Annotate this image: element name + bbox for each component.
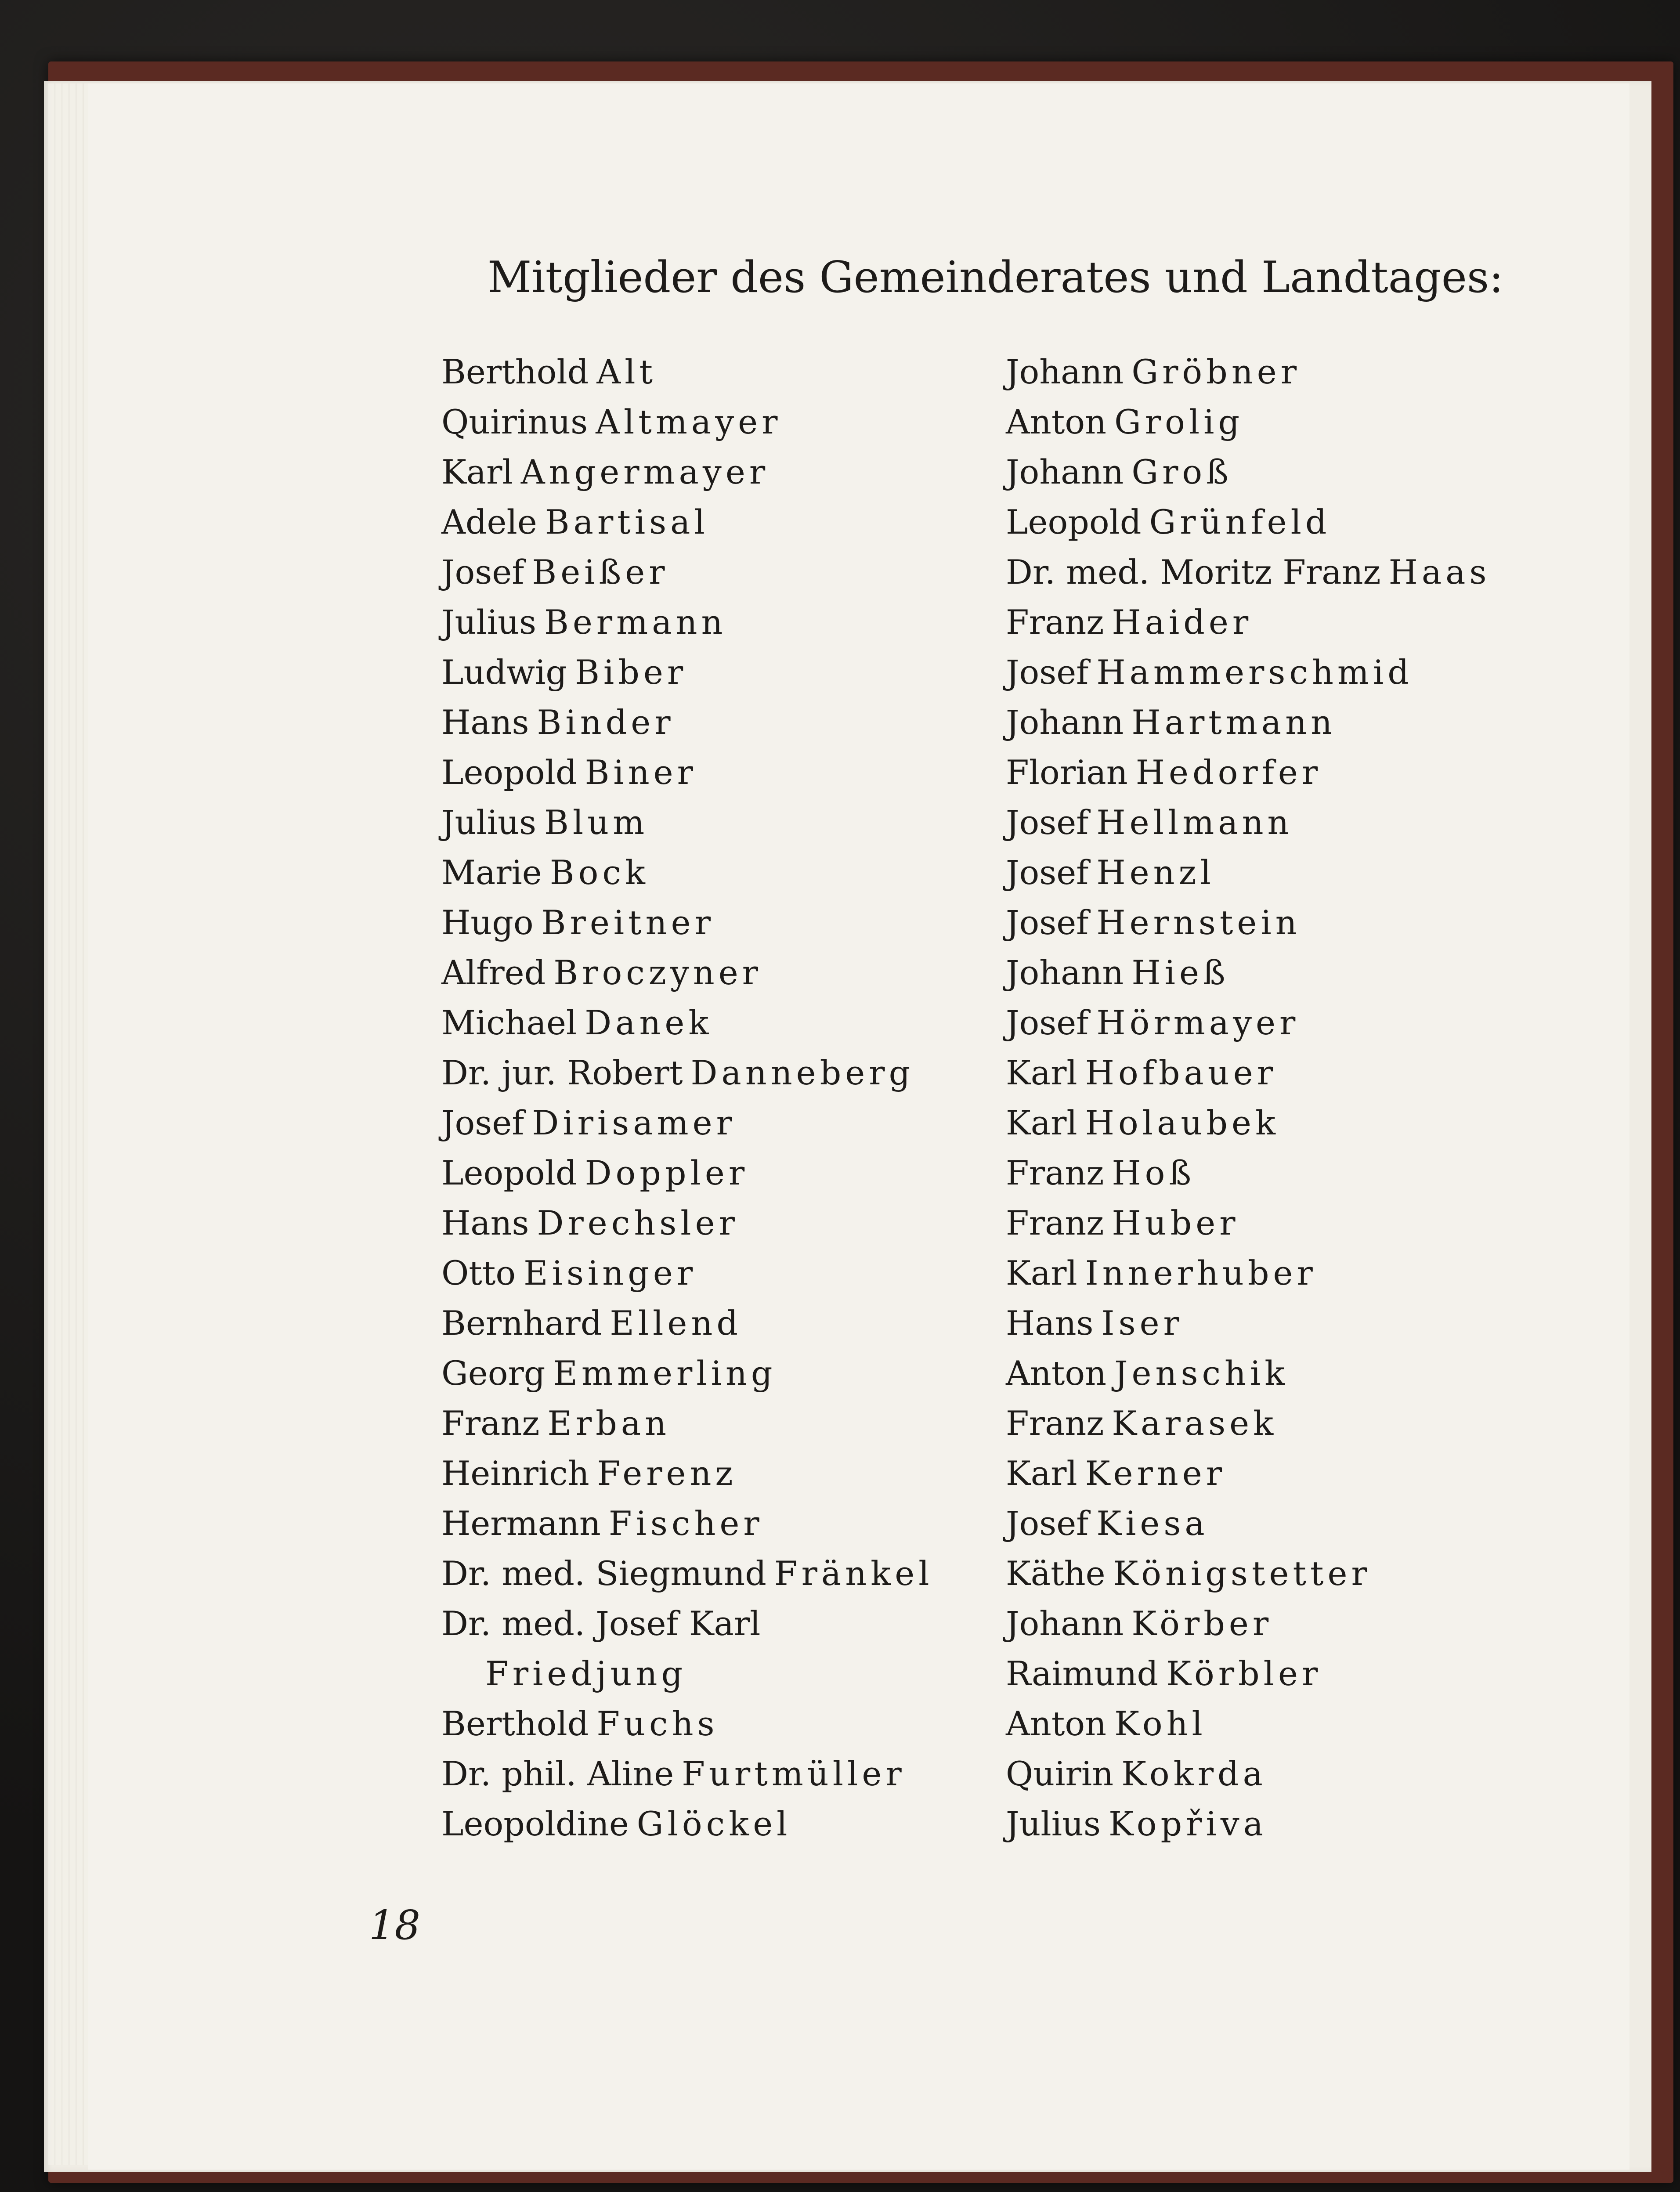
name-entry-continuation [441, 1649, 990, 1699]
given-name: Anton [1006, 402, 1107, 441]
surname: Bock [549, 853, 649, 892]
surname: Glöckel [636, 1804, 791, 1843]
surname: Königstetter [1113, 1554, 1371, 1593]
name-entry [1006, 547, 1586, 597]
surname: Kiesa [1096, 1504, 1209, 1543]
surname: Hellmann [1096, 803, 1293, 842]
given-name: Raimund [1006, 1654, 1159, 1693]
given-name: Florian [1006, 753, 1128, 792]
surname: Eisinger [524, 1253, 697, 1293]
surname: Erban [547, 1404, 671, 1443]
given-name: Julius [441, 603, 536, 642]
surname: Emmerling [553, 1354, 777, 1393]
page-title: Mitglieder des Gemeinderates und Landtages: [488, 253, 1504, 303]
surname: Altmayer [596, 402, 782, 441]
surname: Biber [575, 653, 687, 692]
name-entry [441, 1599, 990, 1649]
name-entry [441, 1148, 990, 1198]
surname: Doppler [585, 1153, 749, 1192]
surname: Biner [585, 753, 697, 792]
given-name: Franz [1006, 1153, 1104, 1192]
given-name: Ludwig [441, 653, 567, 692]
name-entry [1006, 1248, 1586, 1298]
surname: Henzl [1096, 853, 1215, 892]
given-name: Karl [1006, 1053, 1077, 1092]
surname: Alt [596, 352, 657, 391]
surname: Danek [585, 1003, 713, 1042]
given-name: Josef [1006, 653, 1089, 692]
name-entry [1006, 1398, 1586, 1448]
name-entry [441, 748, 990, 798]
name-entry [1006, 1448, 1586, 1499]
name-entry [1006, 998, 1586, 1048]
name-entry [1006, 848, 1586, 898]
name-entry [441, 1549, 990, 1599]
name-entry [441, 1198, 990, 1248]
surname: Blum [544, 803, 649, 842]
name-entry [441, 1098, 990, 1148]
name-entry [1006, 1098, 1586, 1148]
surname: Hernstein [1096, 903, 1301, 942]
name-entry [1006, 798, 1586, 848]
surname: Dirisamer [532, 1103, 736, 1142]
name-entry [441, 948, 990, 998]
given-name: Georg [441, 1354, 546, 1393]
surname: Kerner [1085, 1454, 1226, 1493]
given-name: Leopold [441, 753, 577, 792]
given-name: Josef [1006, 1504, 1089, 1543]
given-name: Franz [1006, 1404, 1104, 1443]
surname: Ellend [610, 1304, 742, 1343]
surname: Iser [1101, 1304, 1183, 1343]
surname: Körber [1131, 1604, 1273, 1643]
given-name: Dr. med. Siegmund [441, 1554, 766, 1593]
given-name: Johann [1006, 1604, 1124, 1643]
given-name: Hans [441, 1203, 529, 1242]
surname: Hartmann [1131, 703, 1337, 742]
name-entry [441, 347, 990, 397]
surname: Bartisal [545, 502, 709, 542]
given-name: Quirinus [441, 402, 588, 441]
given-name: Quirin [1006, 1754, 1114, 1793]
name-entry [441, 798, 990, 848]
surname: Beißer [532, 553, 669, 592]
given-name: Johann [1006, 352, 1124, 391]
surname: Angermayer [520, 452, 770, 491]
name-entry [1006, 1599, 1586, 1649]
given-name: Hans [441, 703, 529, 742]
name-entry [441, 1298, 990, 1348]
given-name: Karl [1006, 1103, 1077, 1142]
name-entry [1006, 1699, 1586, 1749]
given-name: Hans [1006, 1304, 1094, 1343]
surname: Furtmüller [682, 1754, 906, 1793]
name-entry [1006, 1348, 1586, 1398]
surname: Grünfeld [1149, 502, 1331, 542]
given-name: Josef [441, 553, 524, 592]
name-entry [1006, 697, 1586, 748]
name-entry [1006, 1048, 1586, 1098]
surname: Huber [1112, 1203, 1239, 1242]
given-name: Johann [1006, 703, 1124, 742]
surname: Groß [1131, 452, 1232, 491]
surname: Hieß [1131, 953, 1229, 992]
name-entry [1006, 1499, 1586, 1549]
name-entry [441, 998, 990, 1048]
given-name: Josef [1006, 1003, 1089, 1042]
given-name: Karl [1006, 1253, 1077, 1293]
surname: Kopřiva [1108, 1804, 1268, 1843]
name-entry [441, 1348, 990, 1398]
surname: Hörmayer [1096, 1003, 1300, 1042]
given-name: Johann [1006, 953, 1124, 992]
surname: Hoß [1112, 1153, 1196, 1192]
name-entry [1006, 1148, 1586, 1198]
surname: Holaubek [1085, 1103, 1280, 1142]
surname: Fränkel [774, 1554, 933, 1593]
surname: Innerhuber [1085, 1253, 1317, 1293]
name-entry [441, 397, 990, 447]
given-name: Karl [441, 452, 513, 491]
surname: Fuchs [596, 1704, 719, 1743]
given-name: Franz [1006, 603, 1104, 642]
name-entry [441, 1499, 990, 1549]
given-name: Marie [441, 853, 542, 892]
given-name: Julius [441, 803, 536, 842]
surname: Danneberg [690, 1053, 914, 1092]
given-name: Franz [1006, 1203, 1104, 1242]
page-number: 18 [369, 1902, 421, 1949]
name-entry [1006, 447, 1586, 497]
surname: Grolig [1114, 402, 1244, 441]
given-name: Johann [1006, 452, 1124, 491]
name-entry [441, 1398, 990, 1448]
given-name: Dr. med. Moritz Franz [1006, 553, 1381, 592]
name-entry [1006, 347, 1586, 397]
name-entry [441, 1699, 990, 1749]
given-name: Dr. med. Josef Karl [441, 1604, 761, 1643]
surname: Binder [537, 703, 675, 742]
name-entry [1006, 948, 1586, 998]
given-name: Anton [1006, 1354, 1107, 1393]
name-entry [441, 547, 990, 597]
given-name: Bernhard [441, 1304, 602, 1343]
name-entry [441, 647, 990, 697]
given-name: Hermann [441, 1504, 601, 1543]
name-entry [441, 697, 990, 748]
given-name: Anton [1006, 1704, 1107, 1743]
name-entry [441, 1448, 990, 1499]
name-entry [441, 1749, 990, 1799]
surname: Hedorfer [1135, 753, 1322, 792]
given-name: Karl [1006, 1454, 1077, 1493]
name-entry [1006, 1799, 1586, 1849]
name-entry [1006, 597, 1586, 647]
surname: Kokrda [1121, 1754, 1267, 1793]
given-name: Michael [441, 1003, 577, 1042]
given-name: Dr. phil. Aline [441, 1754, 674, 1793]
given-name: Leopold [1006, 502, 1142, 542]
name-entry [1006, 497, 1586, 547]
given-name: Berthold [441, 1704, 589, 1743]
name-entry [1006, 397, 1586, 447]
name-entry [1006, 1649, 1586, 1699]
name-entry [441, 597, 990, 647]
surname: Kohl [1114, 1704, 1207, 1743]
given-name: Käthe [1006, 1554, 1106, 1593]
given-name: Julius [1006, 1804, 1101, 1843]
surname: Jenschik [1114, 1354, 1289, 1393]
given-name: Josef [441, 1103, 524, 1142]
surname: Haas [1388, 553, 1491, 592]
given-name: Otto [441, 1253, 516, 1293]
surname: Gröbner [1131, 352, 1301, 391]
given-name: Franz [441, 1404, 540, 1443]
surname: Hofbauer [1085, 1053, 1277, 1092]
name-entry [441, 497, 990, 547]
given-name: Adele [441, 502, 537, 542]
name-entry [1006, 898, 1586, 948]
given-name: Hugo [441, 903, 534, 942]
name-entry [441, 1048, 990, 1098]
given-name: Leopold [441, 1153, 577, 1192]
given-name: Heinrich [441, 1454, 589, 1493]
given-name: Alfred [441, 953, 546, 992]
surname: Bermann [544, 603, 727, 642]
given-name: Josef [1006, 853, 1089, 892]
given-name: Berthold [441, 352, 589, 391]
given-name: Leopoldine [441, 1804, 629, 1843]
name-entry [1006, 1198, 1586, 1248]
surname: Fischer [608, 1504, 763, 1543]
given-name: Dr. jur. Robert [441, 1053, 683, 1092]
given-name: Josef [1006, 903, 1089, 942]
name-entry [1006, 1549, 1586, 1599]
surname: Broczyner [553, 953, 762, 992]
surname: Ferenz [597, 1454, 737, 1493]
name-entry [1006, 1298, 1586, 1348]
name-entry [1006, 748, 1586, 798]
given-name: Josef [1006, 803, 1089, 842]
surname: Körbler [1166, 1654, 1322, 1693]
name-entry [1006, 1749, 1586, 1799]
name-entry [441, 447, 990, 497]
name-entry [441, 1248, 990, 1298]
names-column-left [441, 347, 990, 1849]
surname: Hammerschmid [1096, 653, 1413, 692]
name-entry [441, 1799, 990, 1849]
surname: Friedjung [485, 1654, 687, 1693]
names-column-right [1006, 347, 1586, 1849]
surname: Karasek [1112, 1404, 1278, 1443]
name-entry [441, 898, 990, 948]
name-entry [1006, 647, 1586, 697]
name-entry [441, 848, 990, 898]
surname: Drechsler [537, 1203, 739, 1242]
surname: Breitner [541, 903, 715, 942]
surname: Haider [1112, 603, 1253, 642]
